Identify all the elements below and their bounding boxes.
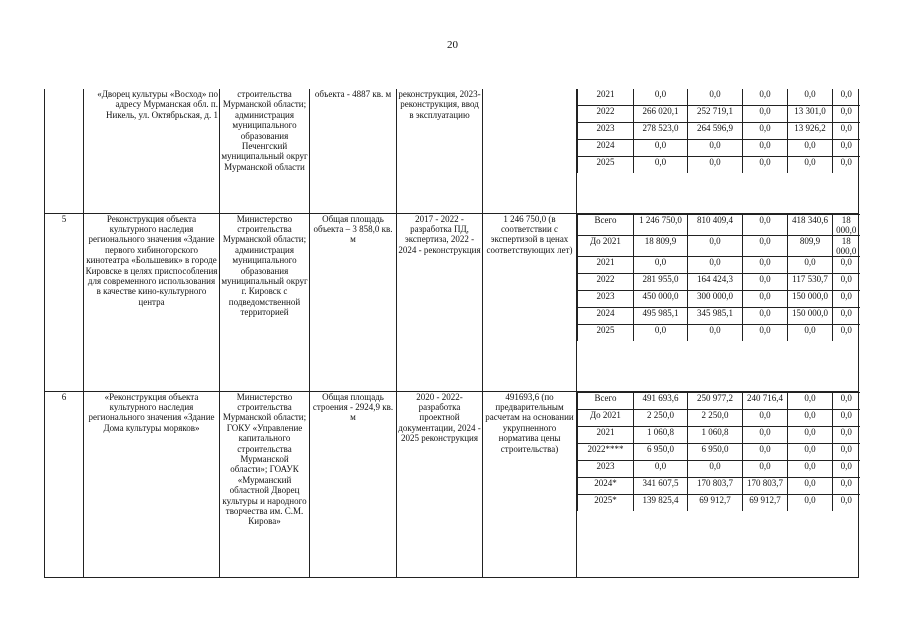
finance-total: 1 246 750,0 [634, 214, 688, 235]
finance-federal: 6 950,0 [688, 443, 743, 460]
finance-local: 418 340,6 [788, 214, 833, 235]
table-row [45, 89, 859, 213]
finance-regional: 0,0 [743, 460, 788, 477]
finance-year: 2021 [578, 426, 634, 443]
finance-other: 18 000,0 [833, 214, 860, 235]
row-number: 6 [45, 391, 84, 577]
finance-row [578, 443, 860, 460]
finance-federal: 345 985,1 [688, 307, 743, 324]
finance-row [578, 106, 860, 123]
finance-table [577, 214, 860, 341]
finance-row [578, 460, 860, 477]
finance-regional: 69 912,7 [743, 494, 788, 511]
finance-total: 139 825,4 [634, 494, 688, 511]
finance-regional: 240 716,4 [743, 392, 788, 409]
finance-year: До 2021 [578, 235, 634, 256]
finance-other: 0,0 [833, 273, 860, 290]
customer-cell: строительства Мурманской области; администрация муниципального образования Печенгский муниципальный округ Мурманской области [220, 89, 310, 213]
finance-local: 0,0 [788, 409, 833, 426]
capacity-cell: Общая площадь строения - 2924,9 кв. м [310, 391, 397, 577]
finance-row [578, 426, 860, 443]
finance-other: 0,0 [833, 89, 860, 106]
finance-regional: 0,0 [743, 273, 788, 290]
finance-other: 0,0 [833, 409, 860, 426]
cost-cell [483, 89, 577, 213]
finance-federal: 164 424,3 [688, 273, 743, 290]
customer-cell: Министерство строительства Мурманской области; ГОКУ «Управление капитального строительства Мурманской области»; ГОАУК «Мурманский областной Дворец культуры и народного творчества им. С.М. Кирова» [220, 391, 310, 577]
finance-federal: 1 060,8 [688, 426, 743, 443]
finance-total: 266 020,1 [634, 106, 688, 123]
row-number: 5 [45, 213, 84, 391]
finance-regional: 0,0 [743, 443, 788, 460]
finance-year: Всего [578, 214, 634, 235]
finance-local: 0,0 [788, 426, 833, 443]
finance-local: 0,0 [788, 443, 833, 460]
finance-regional: 0,0 [743, 214, 788, 235]
finance-regional: 0,0 [743, 426, 788, 443]
finance-regional: 0,0 [743, 290, 788, 307]
finance-row [578, 214, 860, 235]
finance-row [578, 477, 860, 494]
finance-total: 281 955,0 [634, 273, 688, 290]
finance-year: 2021 [578, 89, 634, 106]
table-row [45, 391, 859, 577]
finance-regional: 0,0 [743, 235, 788, 256]
finance-federal: 170 803,7 [688, 477, 743, 494]
finance-local: 0,0 [788, 477, 833, 494]
finance-other: 0,0 [833, 392, 860, 409]
finance-local: 117 530,7 [788, 273, 833, 290]
finance-row [578, 256, 860, 273]
finance-federal: 0,0 [688, 324, 743, 341]
finance-total: 2 250,0 [634, 409, 688, 426]
finance-total: 341 607,5 [634, 477, 688, 494]
customer-cell: Министерство строительства Мурманской области; администрация муниципального образования муниципальный округ г. Кировск с подведомственной территорией [220, 213, 310, 391]
object-name: «Дворец культуры «Восход» по адресу Мурманская обл. п. Никель, ул. Октябрьская, д. 1 [84, 89, 220, 213]
finance-row [578, 409, 860, 426]
finance-year: 2021 [578, 256, 634, 273]
finance-other: 0,0 [833, 290, 860, 307]
period-cell: 2017 - 2022 - разработка ПД, экспертиза, 2022 - 2024 - реконструкция [397, 213, 483, 391]
finance-cell [577, 391, 859, 577]
finance-local: 150 000,0 [788, 307, 833, 324]
finance-regional: 0,0 [743, 409, 788, 426]
finance-federal: 252 719,1 [688, 106, 743, 123]
cost-cell: 491693,6 (по предварительным расчетам на основании укрупненного норматива цены строительства) [483, 391, 577, 577]
finance-total: 18 809,9 [634, 235, 688, 256]
finance-local: 150 000,0 [788, 290, 833, 307]
finance-total: 278 523,0 [634, 123, 688, 140]
finance-year: Всего [578, 392, 634, 409]
object-name: «Реконструкция объекта культурного наследия регионального значения «Здание Дома культуры моряков» [84, 391, 220, 577]
finance-table [577, 89, 860, 173]
row-number [45, 89, 84, 213]
finance-federal: 250 977,2 [688, 392, 743, 409]
finance-regional: 0,0 [743, 307, 788, 324]
finance-row [578, 157, 860, 174]
finance-year: 2022**** [578, 443, 634, 460]
finance-local: 0,0 [788, 494, 833, 511]
finance-row [578, 235, 860, 256]
finance-federal: 0,0 [688, 235, 743, 256]
finance-regional: 0,0 [743, 256, 788, 273]
finance-year: 2023 [578, 460, 634, 477]
object-name: Реконструкция объекта культурного наследия регионального значения «Здание первого хибиногорского кинотеатра «Большевик» в городе Кировске в целях приспособления для современного использования в качестве кино-культурного центра [84, 213, 220, 391]
finance-year: До 2021 [578, 409, 634, 426]
finance-other: 0,0 [833, 460, 860, 477]
finance-regional: 0,0 [743, 89, 788, 106]
finance-year: 2023 [578, 290, 634, 307]
finance-federal: 300 000,0 [688, 290, 743, 307]
finance-row [578, 123, 860, 140]
finance-other: 0,0 [833, 106, 860, 123]
finance-year: 2024 [578, 307, 634, 324]
finance-other: 18 000,0 [833, 235, 860, 256]
finance-regional: 0,0 [743, 324, 788, 341]
finance-row [578, 494, 860, 511]
finance-cell [577, 213, 859, 391]
finance-year: 2024 [578, 140, 634, 157]
period-cell: реконструкция, 2023- реконструкция, ввод в эксплуатацию [397, 89, 483, 213]
finance-local: 0,0 [788, 256, 833, 273]
finance-total: 0,0 [634, 324, 688, 341]
finance-row [578, 273, 860, 290]
finance-row [578, 392, 860, 409]
finance-other: 0,0 [833, 307, 860, 324]
finance-total: 0,0 [634, 140, 688, 157]
finance-local: 809,9 [788, 235, 833, 256]
finance-total: 495 985,1 [634, 307, 688, 324]
finance-local: 13 926,2 [788, 123, 833, 140]
finance-year: 2025 [578, 324, 634, 341]
finance-local: 0,0 [788, 157, 833, 174]
finance-local: 0,0 [788, 460, 833, 477]
investment-table [44, 89, 859, 578]
finance-year: 2025 [578, 157, 634, 174]
finance-total: 0,0 [634, 157, 688, 174]
capacity-cell: Общая площадь объекта – 3 858,0 кв. м [310, 213, 397, 391]
cost-cell: 1 246 750,0 (в соответствии с экспертизой в ценах соответствующих лет) [483, 213, 577, 391]
finance-federal: 69 912,7 [688, 494, 743, 511]
finance-local: 0,0 [788, 140, 833, 157]
finance-row [578, 290, 860, 307]
table-row [45, 213, 859, 391]
finance-year: 2024* [578, 477, 634, 494]
finance-federal: 0,0 [688, 157, 743, 174]
finance-federal: 0,0 [688, 140, 743, 157]
finance-regional: 170 803,7 [743, 477, 788, 494]
finance-other: 0,0 [833, 140, 860, 157]
finance-other: 0,0 [833, 123, 860, 140]
capacity-cell: объекта - 4887 кв. м [310, 89, 397, 213]
finance-total: 0,0 [634, 256, 688, 273]
finance-federal: 2 250,0 [688, 409, 743, 426]
finance-row [578, 89, 860, 106]
finance-year: 2022 [578, 273, 634, 290]
finance-federal: 810 409,4 [688, 214, 743, 235]
finance-row [578, 324, 860, 341]
finance-other: 0,0 [833, 477, 860, 494]
finance-other: 0,0 [833, 426, 860, 443]
finance-federal: 0,0 [688, 256, 743, 273]
finance-year: 2022 [578, 106, 634, 123]
finance-total: 450 000,0 [634, 290, 688, 307]
finance-total: 0,0 [634, 460, 688, 477]
finance-cell [577, 89, 859, 213]
finance-other: 0,0 [833, 324, 860, 341]
finance-regional: 0,0 [743, 140, 788, 157]
finance-other: 0,0 [833, 256, 860, 273]
finance-federal: 0,0 [688, 89, 743, 106]
finance-federal: 264 596,9 [688, 123, 743, 140]
finance-local: 13 301,0 [788, 106, 833, 123]
finance-local: 0,0 [788, 89, 833, 106]
finance-total: 491 693,6 [634, 392, 688, 409]
finance-row [578, 140, 860, 157]
finance-other: 0,0 [833, 494, 860, 511]
finance-local: 0,0 [788, 392, 833, 409]
finance-total: 1 060,8 [634, 426, 688, 443]
finance-federal: 0,0 [688, 460, 743, 477]
finance-table [577, 392, 860, 511]
finance-row [578, 307, 860, 324]
finance-regional: 0,0 [743, 123, 788, 140]
finance-year: 2025* [578, 494, 634, 511]
finance-other: 0,0 [833, 443, 860, 460]
page-number: 20 [447, 39, 458, 51]
finance-total: 6 950,0 [634, 443, 688, 460]
finance-total: 0,0 [634, 89, 688, 106]
finance-other: 0,0 [833, 157, 860, 174]
finance-local: 0,0 [788, 324, 833, 341]
finance-year: 2023 [578, 123, 634, 140]
finance-regional: 0,0 [743, 106, 788, 123]
finance-regional: 0,0 [743, 157, 788, 174]
period-cell: 2020 - 2022- разработка проектной документации, 2024 - 2025 реконструкция [397, 391, 483, 577]
